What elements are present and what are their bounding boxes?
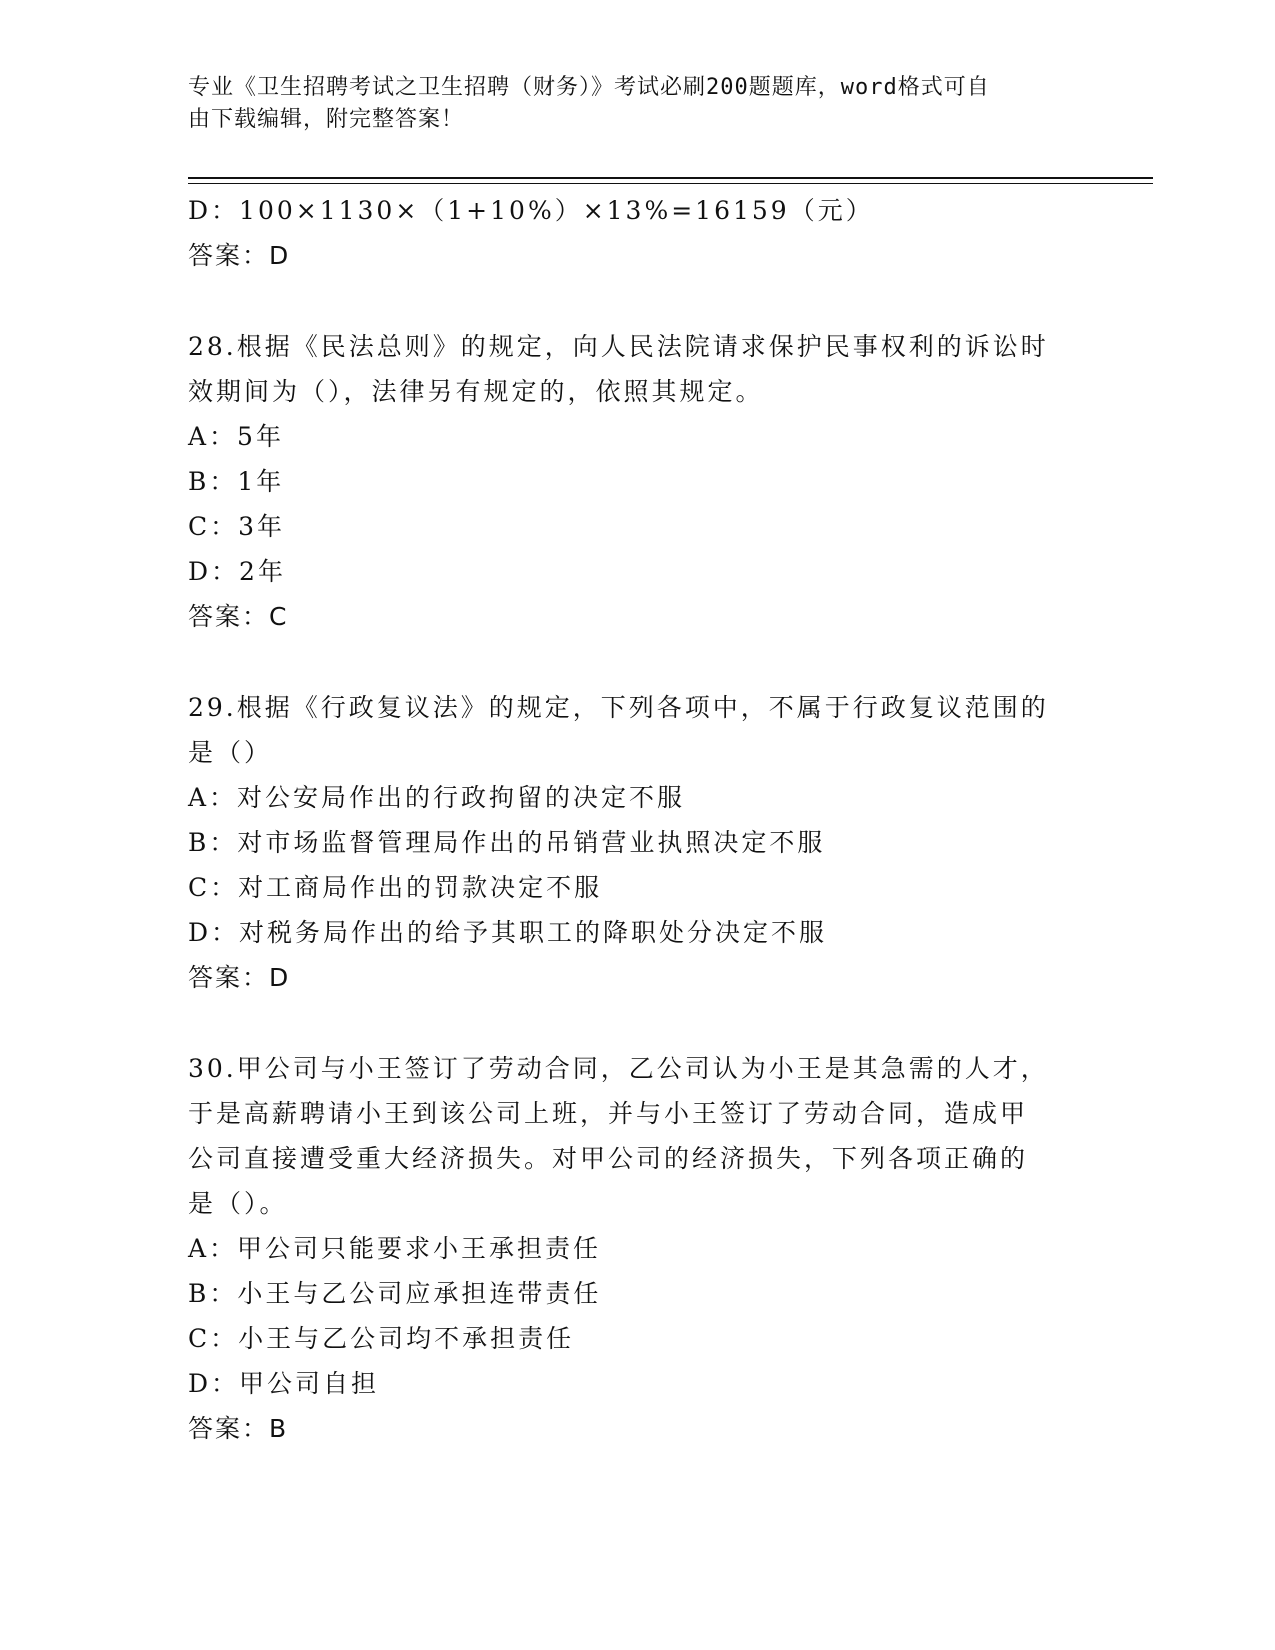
answer-line: 答案：B bbox=[188, 1414, 289, 1443]
previous-question-tail bbox=[188, 188, 1088, 278]
option-d: D：2年 bbox=[188, 557, 286, 586]
question-29 bbox=[188, 685, 1088, 1000]
question-stem-line: 29.根据《行政复议法》的规定，下列各项中，不属于行政复议范围的 bbox=[188, 693, 1049, 722]
header-rule-thin bbox=[188, 183, 1153, 184]
question-stem-line: 28.根据《民法总则》的规定，向人民法院请求保护民事权利的诉讼时 bbox=[188, 332, 1049, 361]
header-rule-thick bbox=[188, 177, 1153, 179]
option-a: A：对公安局作出的行政拘留的决定不服 bbox=[188, 783, 686, 812]
option-b: B：1年 bbox=[188, 467, 285, 496]
option-b: B：小王与乙公司应承担连带责任 bbox=[188, 1279, 602, 1308]
question-stem-line: 是（）。 bbox=[188, 1189, 288, 1218]
answer-line: 答案：D bbox=[188, 963, 291, 992]
option-d: D：甲公司自担 bbox=[188, 1369, 380, 1398]
document-header bbox=[188, 72, 1068, 136]
option-d: D：100×1130×（1+10%）×13%=16159（元） bbox=[188, 196, 874, 225]
answer-line: 答案：D bbox=[188, 241, 291, 270]
question-stem-line: 公司直接遭受重大经济损失。对甲公司的经济损失，下列各项正确的 bbox=[188, 1144, 1029, 1173]
option-c: C：对工商局作出的罚款决定不服 bbox=[188, 873, 603, 902]
question-28 bbox=[188, 324, 1088, 639]
option-c: C：3年 bbox=[188, 512, 286, 541]
answer-line: 答案：C bbox=[188, 602, 289, 631]
question-stem-line: 30.甲公司与小王签订了劳动合同，乙公司认为小王是其急需的人才， bbox=[188, 1054, 1049, 1083]
header-line-1: 专业《卫生招聘考试之卫生招聘（财务）》考试必刷200题题库，word格式可自 bbox=[188, 75, 990, 100]
option-c: C：小王与乙公司均不承担责任 bbox=[188, 1324, 575, 1353]
option-a: A：5年 bbox=[188, 422, 284, 451]
question-stem-line: 是（） bbox=[188, 738, 273, 767]
question-30 bbox=[188, 1046, 1088, 1451]
option-b: B：对市场监督管理局作出的吊销营业执照决定不服 bbox=[188, 828, 826, 857]
header-line-2: 由下载编辑，附完整答案！ bbox=[188, 107, 465, 132]
option-d: D：对税务局作出的给予其职工的降职处分决定不服 bbox=[188, 918, 828, 947]
question-content bbox=[188, 188, 1088, 1451]
question-stem-line: 于是高薪聘请小王到该公司上班，并与小王签订了劳动合同，造成甲 bbox=[188, 1099, 1029, 1128]
option-a: A：甲公司只能要求小王承担责任 bbox=[188, 1234, 602, 1263]
question-stem-line: 效期间为（），法律另有规定的，依照其规定。 bbox=[188, 377, 764, 406]
